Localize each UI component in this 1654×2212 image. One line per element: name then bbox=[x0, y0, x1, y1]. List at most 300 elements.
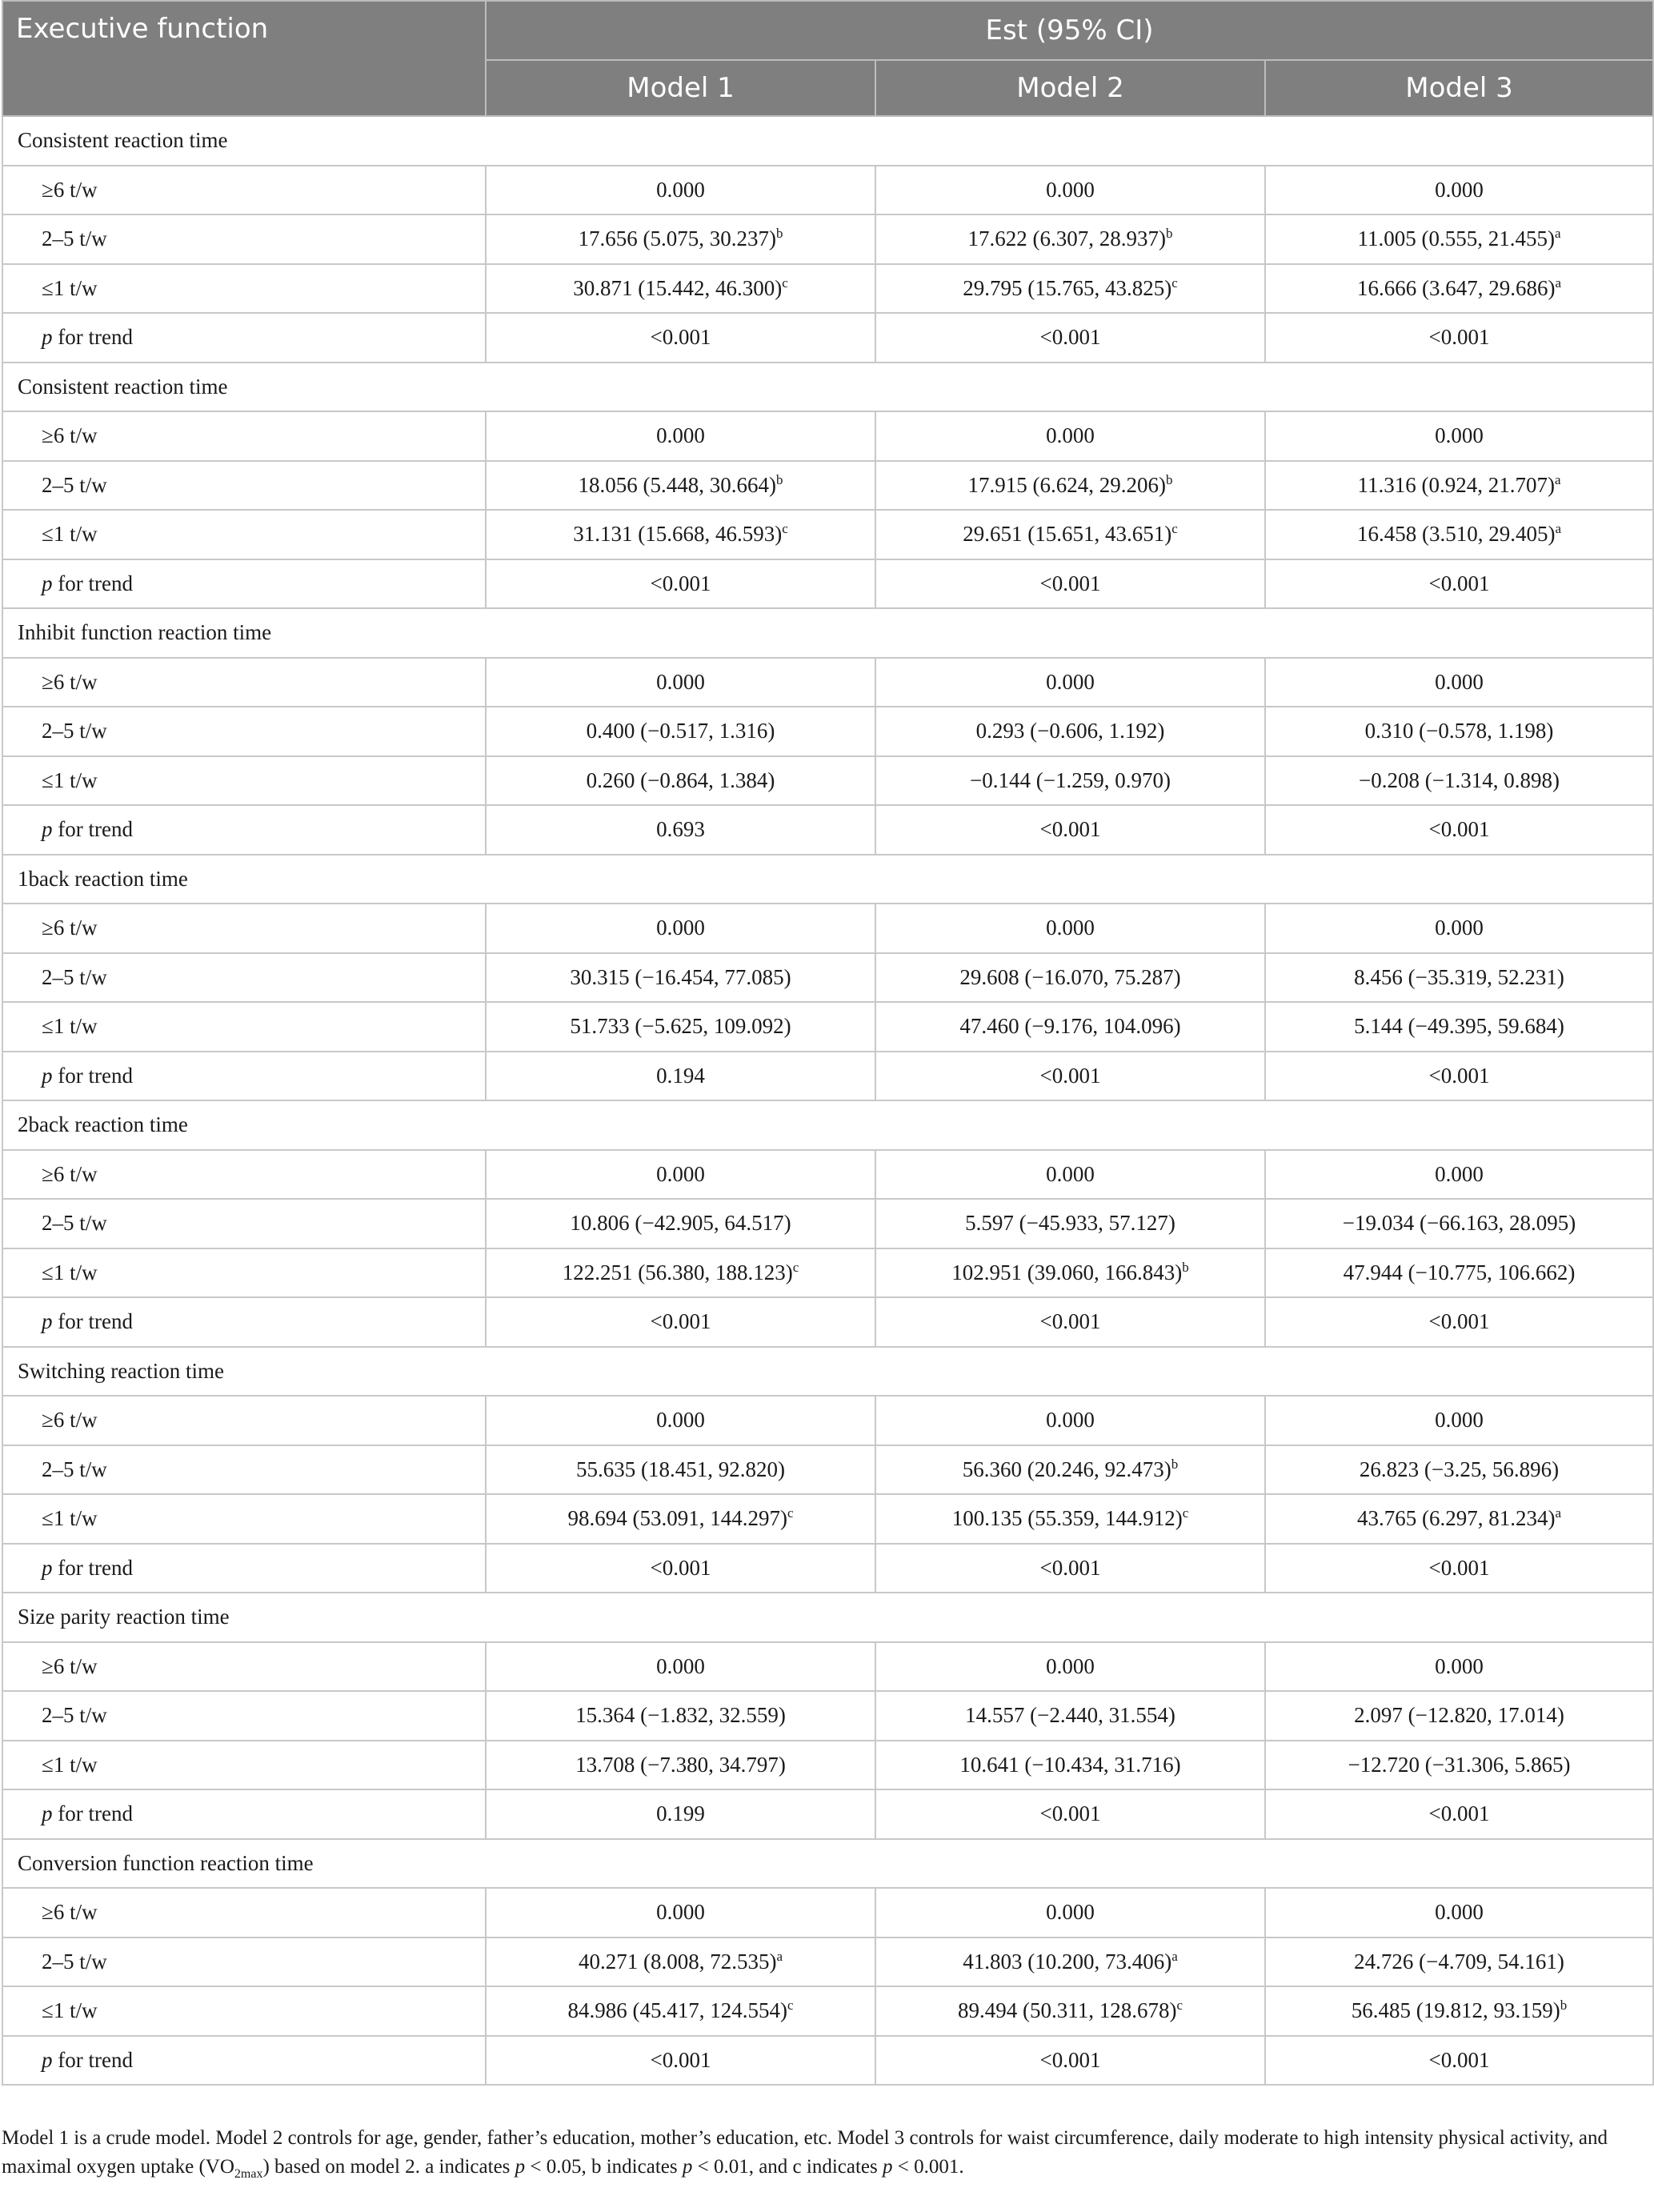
table-row bbox=[2, 461, 1653, 511]
estimate-value: 10.806 (−42.905, 64.517) bbox=[570, 1211, 791, 1236]
model-3-cell bbox=[1265, 461, 1653, 511]
estimate-value: 98.694 (53.091, 144.297) bbox=[567, 1506, 787, 1531]
model-2-cell bbox=[875, 1052, 1265, 1101]
table-row bbox=[2, 2036, 1653, 2086]
estimate-value: 0.000 bbox=[656, 1653, 705, 1678]
model-3-cell bbox=[1265, 756, 1653, 806]
row-label-text: 2–5 t/w bbox=[42, 719, 107, 743]
model-2-cell bbox=[875, 559, 1265, 609]
table-row bbox=[2, 1199, 1653, 1248]
estimate-value: −12.720 (−31.306, 5.865) bbox=[1348, 1752, 1571, 1777]
section-header-row bbox=[2, 608, 1653, 658]
table-row bbox=[2, 1691, 1653, 1741]
estimate-value: 0.000 bbox=[1046, 669, 1095, 694]
estimate-value: 0.000 bbox=[1046, 1653, 1095, 1678]
section-header-row bbox=[2, 116, 1653, 166]
estimate-value: 0.000 bbox=[1046, 1161, 1095, 1186]
estimate-value: 89.494 (50.311, 128.678) bbox=[957, 1998, 1177, 2023]
estimate-value: 14.557 (−2.440, 31.554) bbox=[965, 1703, 1175, 1728]
estimate-value: <0.001 bbox=[1428, 1555, 1490, 1580]
section-title: Switching reaction time bbox=[2, 1347, 1653, 1397]
significance-marker: c bbox=[787, 1505, 794, 1521]
estimate-value: 30.871 (15.442, 46.300) bbox=[573, 275, 783, 300]
model-3-cell bbox=[1265, 1741, 1653, 1790]
row-label-text: ≤1 t/w bbox=[42, 1752, 98, 1777]
estimate-value: <0.001 bbox=[1428, 1801, 1490, 1826]
section-title: 2back reaction time bbox=[2, 1100, 1653, 1150]
table-row bbox=[2, 904, 1653, 953]
estimate-value: 0.000 bbox=[1046, 916, 1095, 940]
model-1-cell bbox=[486, 1297, 875, 1347]
row-label bbox=[2, 953, 486, 1003]
estimate-value: 2.097 (−12.820, 17.014) bbox=[1354, 1703, 1564, 1728]
model-3-cell bbox=[1265, 1789, 1653, 1839]
model-2-cell bbox=[875, 214, 1265, 264]
estimate-value: 122.251 (56.380, 188.123) bbox=[562, 1260, 793, 1284]
estimate-value: 51.733 (−5.625, 109.092) bbox=[570, 1014, 791, 1039]
table-row bbox=[2, 1986, 1653, 2036]
model-3-cell bbox=[1265, 1248, 1653, 1298]
row-label-italic: p bbox=[42, 571, 53, 595]
footnote-text: ) based on model 2. a indicates bbox=[262, 2156, 515, 2178]
estimate-value: 0.000 bbox=[656, 1408, 705, 1433]
model-1-cell bbox=[486, 1150, 875, 1200]
model-2-cell bbox=[875, 1642, 1265, 1692]
model-2-cell bbox=[875, 904, 1265, 953]
footnote-text: Model 1 is a crude model. Model 2 controls for age, gender, father’s education, mother’s education, etc. Model 3 controls for waist circumference, daily moderate to high intensity physical activity, and maximal oxygen uptake (VO bbox=[2, 2127, 1608, 2178]
estimate-value: 10.641 (−10.434, 31.716) bbox=[959, 1752, 1181, 1777]
model-3-cell bbox=[1265, 1445, 1653, 1495]
row-label bbox=[2, 707, 486, 756]
estimate-value: 0.199 bbox=[656, 1801, 705, 1826]
table-row bbox=[2, 1888, 1653, 1938]
estimate-value: 40.271 (8.008, 72.535) bbox=[578, 1949, 777, 1974]
model-3-cell bbox=[1265, 166, 1653, 215]
estimate-value: 11.005 (0.555, 21.455) bbox=[1357, 226, 1555, 251]
row-label bbox=[2, 1642, 486, 1692]
estimate-value: <0.001 bbox=[650, 1309, 711, 1334]
model-2-cell bbox=[875, 1199, 1265, 1248]
estimate-value: 43.765 (6.297, 81.234) bbox=[1357, 1506, 1556, 1531]
estimate-value: <0.001 bbox=[1428, 1063, 1490, 1088]
model-3-cell bbox=[1265, 559, 1653, 609]
estimate-value: −0.144 (−1.259, 0.970) bbox=[970, 767, 1171, 792]
row-label-text: ≤1 t/w bbox=[42, 275, 98, 300]
estimate-value: 0.000 bbox=[656, 916, 705, 940]
model-1-cell bbox=[486, 707, 875, 756]
row-label-text: for trend bbox=[52, 1801, 133, 1826]
model-2-cell bbox=[875, 1248, 1265, 1298]
table-row bbox=[2, 559, 1653, 609]
model-1-cell bbox=[486, 510, 875, 559]
row-label-text: ≤1 t/w bbox=[42, 522, 98, 547]
model-1-cell bbox=[486, 1445, 875, 1495]
row-label bbox=[2, 559, 486, 609]
model-1-cell bbox=[486, 904, 875, 953]
table-row bbox=[2, 1544, 1653, 1593]
model-1-cell bbox=[486, 1986, 875, 2036]
table-row bbox=[2, 1741, 1653, 1790]
estimate-value: <0.001 bbox=[650, 2047, 711, 2072]
model-1-cell bbox=[486, 264, 875, 314]
model-2-cell bbox=[875, 2036, 1265, 2086]
estimate-value: 13.708 (−7.380, 34.797) bbox=[575, 1752, 786, 1777]
table-body bbox=[2, 116, 1653, 2085]
table-row bbox=[2, 1002, 1653, 1052]
significance-marker: c bbox=[792, 1259, 799, 1275]
estimate-value: 26.823 (−3.25, 56.896) bbox=[1359, 1457, 1560, 1481]
significance-marker: a bbox=[1555, 274, 1562, 291]
row-label-text: 2–5 t/w bbox=[42, 1703, 107, 1728]
model-2-cell bbox=[875, 1741, 1265, 1790]
table-row bbox=[2, 510, 1653, 559]
model-2-cell bbox=[875, 1888, 1265, 1938]
estimate-value: <0.001 bbox=[1039, 1555, 1101, 1580]
model-3-cell bbox=[1265, 953, 1653, 1003]
row-label-italic: p bbox=[42, 1555, 53, 1580]
model-1-cell bbox=[486, 805, 875, 855]
estimate-value: 0.000 bbox=[656, 423, 705, 448]
model-2-cell bbox=[875, 166, 1265, 215]
significance-marker: b bbox=[1165, 226, 1173, 242]
row-label-italic: p bbox=[42, 325, 53, 350]
table-row bbox=[2, 756, 1653, 806]
footnote-subscript: 2max bbox=[234, 2167, 263, 2181]
estimate-value: 29.608 (−16.070, 75.287) bbox=[959, 964, 1181, 989]
estimate-value: 0.194 bbox=[656, 1063, 705, 1088]
model-1-cell bbox=[486, 1888, 875, 1938]
estimate-value: 18.056 (5.448, 30.664) bbox=[578, 472, 776, 497]
estimate-value: 56.360 (20.246, 92.473) bbox=[962, 1457, 1171, 1481]
table-row bbox=[2, 1789, 1653, 1839]
significance-marker: b bbox=[1560, 1998, 1568, 2014]
model-1-cell bbox=[486, 559, 875, 609]
significance-marker: b bbox=[1165, 471, 1173, 487]
significance-marker: a bbox=[1555, 1505, 1562, 1521]
model-1-cell bbox=[486, 953, 875, 1003]
estimate-value: <0.001 bbox=[650, 571, 711, 595]
model-1-cell bbox=[486, 313, 875, 363]
estimate-value: 17.915 (6.624, 29.206) bbox=[967, 472, 1166, 497]
model-3-cell bbox=[1265, 1150, 1653, 1200]
row-label bbox=[2, 510, 486, 559]
row-label bbox=[2, 166, 486, 215]
table-footnote bbox=[2, 2124, 1650, 2182]
model-2-cell bbox=[875, 1691, 1265, 1741]
model-1-cell bbox=[486, 166, 875, 215]
row-label bbox=[2, 1741, 486, 1790]
table-row bbox=[2, 1297, 1653, 1347]
estimate-value: 55.635 (18.451, 92.820) bbox=[576, 1457, 785, 1481]
table-row bbox=[2, 1642, 1653, 1692]
significance-marker: c bbox=[1171, 521, 1178, 537]
table-header bbox=[2, 1, 1653, 116]
row-label bbox=[2, 658, 486, 707]
estimate-value: 100.135 (55.359, 144.912) bbox=[951, 1506, 1183, 1531]
section-header-row bbox=[2, 1100, 1653, 1150]
model-1-cell bbox=[486, 1789, 875, 1839]
row-label-text: for trend bbox=[52, 817, 133, 842]
model-3-cell bbox=[1265, 658, 1653, 707]
model-3-cell bbox=[1265, 1052, 1653, 1101]
estimate-value: <0.001 bbox=[1039, 325, 1101, 350]
estimate-value: 0.000 bbox=[1046, 423, 1095, 448]
table-row bbox=[2, 805, 1653, 855]
row-label bbox=[2, 1938, 486, 1987]
row-label-text: ≤1 t/w bbox=[42, 1014, 98, 1039]
model-1-cell bbox=[486, 658, 875, 707]
significance-marker: a bbox=[1171, 1948, 1178, 1964]
row-label bbox=[2, 1445, 486, 1495]
estimate-value: <0.001 bbox=[1428, 2047, 1490, 2072]
model-1-cell bbox=[486, 1052, 875, 1101]
model-3-cell bbox=[1265, 805, 1653, 855]
model-2-cell bbox=[875, 510, 1265, 559]
results-table bbox=[2, 0, 1654, 2086]
row-label-text: for trend bbox=[52, 1063, 133, 1088]
row-label-text: ≥6 t/w bbox=[42, 669, 98, 694]
header-model-3: Model 3 bbox=[1265, 60, 1653, 116]
model-2-cell bbox=[875, 1002, 1265, 1052]
row-label bbox=[2, 411, 486, 461]
estimate-value: 0.693 bbox=[656, 817, 705, 842]
significance-marker: c bbox=[782, 521, 788, 537]
row-label bbox=[2, 1396, 486, 1445]
model-3-cell bbox=[1265, 1297, 1653, 1347]
row-label-text: ≥6 t/w bbox=[42, 423, 98, 448]
estimate-value: 0.000 bbox=[1435, 1161, 1484, 1186]
estimate-value: 0.000 bbox=[656, 1161, 705, 1186]
model-3-cell bbox=[1265, 1691, 1653, 1741]
row-label-text: ≥6 t/w bbox=[42, 916, 98, 940]
significance-marker: a bbox=[1554, 471, 1561, 487]
row-label bbox=[2, 1544, 486, 1593]
row-label bbox=[2, 1691, 486, 1741]
estimate-value: 30.315 (−16.454, 77.085) bbox=[570, 964, 791, 989]
model-2-cell bbox=[875, 461, 1265, 511]
table-row bbox=[2, 658, 1653, 707]
model-3-cell bbox=[1265, 510, 1653, 559]
significance-marker: b bbox=[775, 226, 783, 242]
significance-marker: c bbox=[1182, 1505, 1189, 1521]
model-1-cell bbox=[486, 411, 875, 461]
estimate-value: 0.000 bbox=[1435, 1653, 1484, 1678]
estimate-value: 0.000 bbox=[656, 669, 705, 694]
table-row bbox=[2, 707, 1653, 756]
model-3-cell bbox=[1265, 1888, 1653, 1938]
row-label-italic: p bbox=[42, 817, 53, 842]
model-1-cell bbox=[486, 214, 875, 264]
section-header-row bbox=[2, 1593, 1653, 1642]
model-2-cell bbox=[875, 658, 1265, 707]
row-label-text: ≤1 t/w bbox=[42, 1506, 98, 1531]
row-label-italic: p bbox=[42, 1309, 53, 1334]
section-title: Conversion function reaction time bbox=[2, 1839, 1653, 1889]
model-2-cell bbox=[875, 313, 1265, 363]
model-2-cell bbox=[875, 1297, 1265, 1347]
row-label bbox=[2, 1297, 486, 1347]
table-row bbox=[2, 1494, 1653, 1544]
estimate-value: 0.293 (−0.606, 1.192) bbox=[975, 719, 1165, 743]
table-row bbox=[2, 166, 1653, 215]
row-label-text: for trend bbox=[52, 1309, 133, 1334]
model-2-cell bbox=[875, 1789, 1265, 1839]
estimate-value: <0.001 bbox=[1039, 571, 1101, 595]
estimate-value: 0.000 bbox=[1435, 1900, 1484, 1925]
model-3-cell bbox=[1265, 1396, 1653, 1445]
estimate-value: 47.944 (−10.775, 106.662) bbox=[1343, 1260, 1576, 1284]
section-title: Inhibit function reaction time bbox=[2, 608, 1653, 658]
footnote-p-italic: p bbox=[515, 2156, 526, 2178]
model-3-cell bbox=[1265, 214, 1653, 264]
model-2-cell bbox=[875, 707, 1265, 756]
section-header-row bbox=[2, 855, 1653, 904]
footnote-p-italic: p bbox=[682, 2156, 693, 2178]
estimate-value: 0.000 bbox=[656, 177, 705, 202]
estimate-value: 102.951 (39.060, 166.843) bbox=[951, 1260, 1183, 1284]
model-3-cell bbox=[1265, 2036, 1653, 2086]
row-label bbox=[2, 1888, 486, 1938]
estimate-value: 0.000 bbox=[1435, 669, 1484, 694]
model-3-cell bbox=[1265, 264, 1653, 314]
table-row bbox=[2, 953, 1653, 1003]
estimate-value: <0.001 bbox=[1039, 1801, 1101, 1826]
significance-marker: c bbox=[1176, 1998, 1183, 2014]
footnote-text: < 0.05, b indicates bbox=[525, 2156, 683, 2178]
estimate-value: <0.001 bbox=[1039, 817, 1101, 842]
model-3-cell bbox=[1265, 1986, 1653, 2036]
row-label-text: ≤1 t/w bbox=[42, 767, 98, 792]
footnote-text: < 0.001. bbox=[892, 2156, 964, 2178]
estimate-value: <0.001 bbox=[1428, 571, 1490, 595]
significance-marker: a bbox=[776, 1948, 783, 1964]
estimate-value: 17.622 (6.307, 28.937) bbox=[967, 226, 1166, 251]
table-row bbox=[2, 1052, 1653, 1101]
row-label bbox=[2, 904, 486, 953]
estimate-value: 15.364 (−1.832, 32.559) bbox=[575, 1703, 786, 1728]
header-model-1: Model 1 bbox=[486, 60, 875, 116]
model-3-cell bbox=[1265, 1938, 1653, 1987]
estimate-value: 0.000 bbox=[1435, 916, 1484, 940]
estimate-value: 29.651 (15.651, 43.651) bbox=[963, 522, 1172, 547]
model-2-cell bbox=[875, 1396, 1265, 1445]
significance-marker: c bbox=[787, 1998, 794, 2014]
model-2-cell bbox=[875, 756, 1265, 806]
model-3-cell bbox=[1265, 1494, 1653, 1544]
model-3-cell bbox=[1265, 411, 1653, 461]
estimate-value: <0.001 bbox=[650, 325, 711, 350]
section-header-row bbox=[2, 363, 1653, 412]
row-label bbox=[2, 1150, 486, 1200]
model-1-cell bbox=[486, 1494, 875, 1544]
estimate-value: 0.000 bbox=[1435, 423, 1484, 448]
estimate-value: <0.001 bbox=[1039, 1063, 1101, 1088]
row-label-italic: p bbox=[42, 1801, 53, 1826]
row-label-text: ≤1 t/w bbox=[42, 1260, 98, 1284]
header-est-ci: Est (95% CI) bbox=[486, 1, 1653, 60]
model-3-cell bbox=[1265, 1199, 1653, 1248]
section-title: Size parity reaction time bbox=[2, 1593, 1653, 1642]
estimate-value: 41.803 (10.200, 73.406) bbox=[963, 1949, 1172, 1974]
model-3-cell bbox=[1265, 1642, 1653, 1692]
row-label-text: ≥6 t/w bbox=[42, 1653, 98, 1678]
row-label bbox=[2, 264, 486, 314]
model-2-cell bbox=[875, 953, 1265, 1003]
row-label bbox=[2, 805, 486, 855]
estimate-value: 47.460 (−9.176, 104.096) bbox=[959, 1014, 1181, 1039]
row-label-text: for trend bbox=[52, 571, 133, 595]
estimate-value: 16.458 (3.510, 29.405) bbox=[1357, 522, 1556, 547]
results-table-container bbox=[2, 0, 1652, 2086]
model-3-cell bbox=[1265, 313, 1653, 363]
row-label bbox=[2, 1789, 486, 1839]
row-label-italic: p bbox=[42, 2047, 53, 2072]
row-label bbox=[2, 1986, 486, 2036]
table-row bbox=[2, 1396, 1653, 1445]
estimate-value: 0.000 bbox=[1046, 177, 1095, 202]
footnote-p-italic: p bbox=[883, 2156, 893, 2178]
model-3-cell bbox=[1265, 1544, 1653, 1593]
model-1-cell bbox=[486, 1691, 875, 1741]
row-label-text: ≥6 t/w bbox=[42, 1900, 98, 1925]
significance-marker: a bbox=[1554, 226, 1561, 242]
table-row bbox=[2, 1445, 1653, 1495]
model-2-cell bbox=[875, 1986, 1265, 2036]
significance-marker: a bbox=[1555, 521, 1562, 537]
estimate-value: 5.597 (−45.933, 57.127) bbox=[965, 1211, 1175, 1236]
row-label bbox=[2, 2036, 486, 2086]
significance-marker: b bbox=[1171, 1456, 1179, 1472]
estimate-value: 0.400 (−0.517, 1.316) bbox=[586, 719, 775, 743]
model-2-cell bbox=[875, 1445, 1265, 1495]
section-title: Consistent reaction time bbox=[2, 116, 1653, 166]
model-1-cell bbox=[486, 756, 875, 806]
model-1-cell bbox=[486, 1396, 875, 1445]
model-1-cell bbox=[486, 1199, 875, 1248]
row-label bbox=[2, 1002, 486, 1052]
estimate-value: 8.456 (−35.319, 52.231) bbox=[1354, 964, 1564, 989]
estimate-value: 84.986 (45.417, 124.554) bbox=[567, 1998, 787, 2023]
estimate-value: <0.001 bbox=[1428, 325, 1490, 350]
model-2-cell bbox=[875, 264, 1265, 314]
estimate-value: 0.310 (−0.578, 1.198) bbox=[1364, 719, 1554, 743]
estimate-value: 11.316 (0.924, 21.707) bbox=[1357, 472, 1555, 497]
row-label-text: 2–5 t/w bbox=[42, 964, 107, 989]
model-3-cell bbox=[1265, 904, 1653, 953]
header-model-2: Model 2 bbox=[875, 60, 1265, 116]
row-label bbox=[2, 461, 486, 511]
estimate-value: 0.000 bbox=[1046, 1900, 1095, 1925]
estimate-value: 31.131 (15.668, 46.593) bbox=[573, 522, 783, 547]
estimate-value: 0.000 bbox=[1435, 1408, 1484, 1433]
row-label-text: 2–5 t/w bbox=[42, 1211, 107, 1236]
row-label-text: for trend bbox=[52, 325, 133, 350]
model-3-cell bbox=[1265, 707, 1653, 756]
significance-marker: c bbox=[1171, 274, 1178, 291]
significance-marker: b bbox=[775, 471, 783, 487]
model-2-cell bbox=[875, 1938, 1265, 1987]
section-title: Consistent reaction time bbox=[2, 363, 1653, 412]
row-label bbox=[2, 1494, 486, 1544]
model-2-cell bbox=[875, 1150, 1265, 1200]
model-2-cell bbox=[875, 1494, 1265, 1544]
estimate-value: 5.144 (−49.395, 59.684) bbox=[1354, 1014, 1564, 1039]
model-2-cell bbox=[875, 805, 1265, 855]
estimate-value: −19.034 (−66.163, 28.095) bbox=[1342, 1211, 1576, 1236]
model-1-cell bbox=[486, 1741, 875, 1790]
estimate-value: <0.001 bbox=[1039, 1309, 1101, 1334]
estimate-value: 16.666 (3.647, 29.686) bbox=[1357, 275, 1556, 300]
